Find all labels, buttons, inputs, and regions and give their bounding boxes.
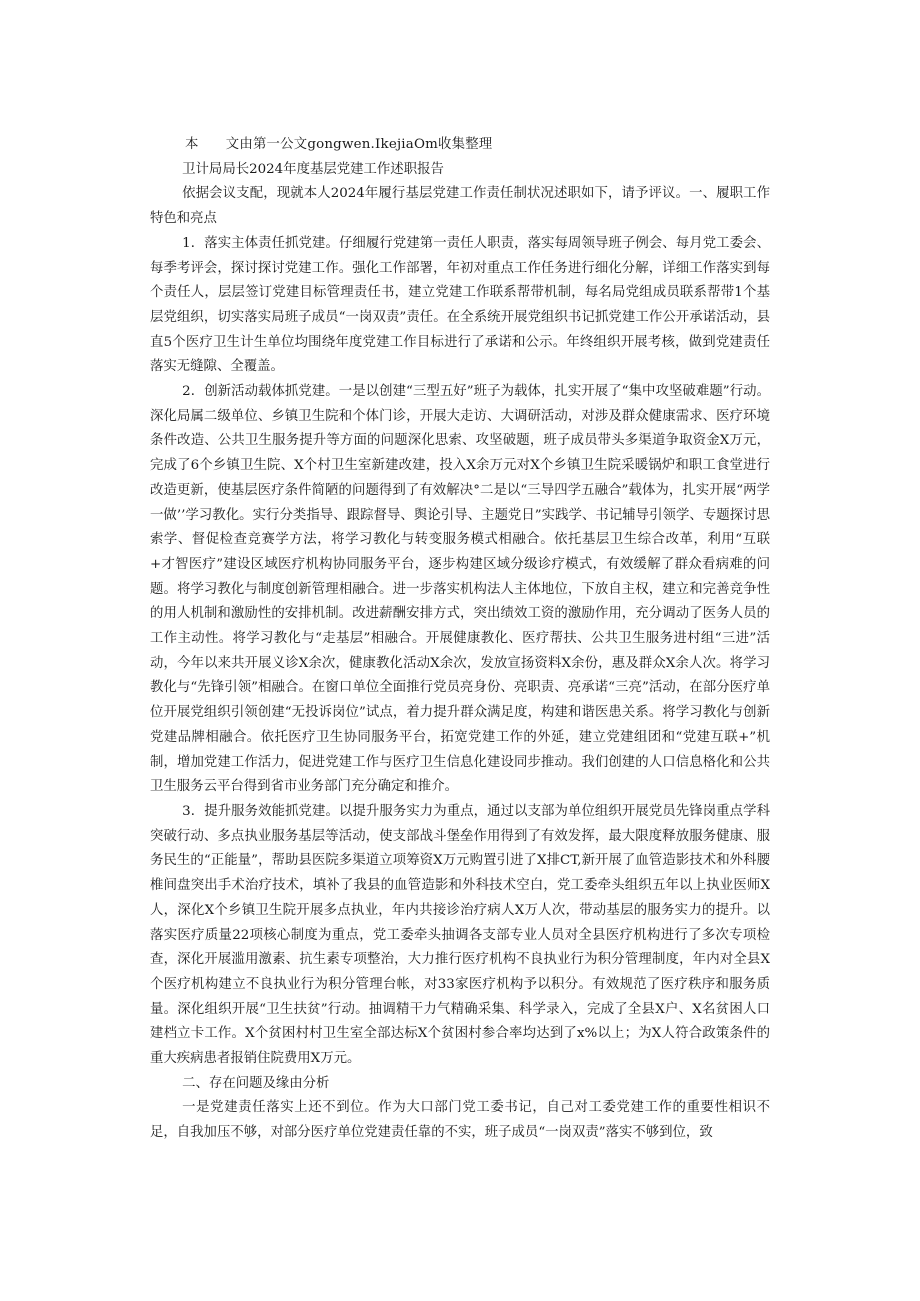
document-body	[150, 133, 770, 1146]
section-heading-problems: 二、存在问题及缘由分析	[182, 1075, 330, 1091]
paragraph-section-2: 2．创新活动载体抓党建。一是以创建“三型五好”班子为载体，扎实开展了“集中攻坚破难题”行动。深化局属二级单位、乡镇卫生院和个体门诊，开展大走访、大调研活动，对涉及群众健康需求、医疗环境条件改造、公共卫生服务提升等方面的问题深化思索、攻坚破题，班子成员带头多渠道争取资金X万元，完成了6个乡镇卫生院、X个村卫生室新建改建，投入X余万元对X个乡镇卫生院采暖锅炉和职工食堂进行改造更新，使基层医疗条件简陋的问题得到了有效解决°二是以“三导四学五融合”载体为，扎实开展“两学一做’’学习教化。实行分类指导、跟踪督导、舆论引导、主题党日”实践学、书记辅导引领学、专题探讨思索学、督促检查竞赛学方法，将学习教化与转变服务模式相融合。依托基层卫生综合改革，利用“互联+才智医疗”建设区域医疗机构协同服务平台，逐步构建区域分级诊疗模式，有效缓解了群众看病难的问题。将学习教化与制度创新管理相融合。进一步落实机构法人主体地位，下放自主权，建立和完善竞争性的用人机制和激励性的安排机制。改进薪酬安排方式，突出绩效工资的激励作用，充分调动了医务人员的工作主动性。将学习教化与“走基层”相融合。开展健康教化、医疗帮扶、公共卫生服务进村组“三进”活动，今年以来共开展义诊X余次，健康教化活动X余次，发放宣扬资料X余份，惠及群众X余人次。将学习教化与“先锋引领”相融合。在窗口单位全面推行党员亮身份、亮职责、亮承诺“三亮”活动，在部分医疗单位开展党组织引领创建“无投诉岗位”试点，着力提升群众满足度，构建和谐医患关系。将学习教化与创新党建品牌相融合。依托医疗卫生协同服务平台，拓宽党建工作的外延，建立党建组团和“党建互联+”机制，增加党建工作活力，促进党建工作与医疗卫生信息化建设同步推动。我们创建的人口信息格化和公共卫生服务云平台得到省市业务部门充分确定和推介。	[150, 384, 770, 795]
source-line: 本 文由第一公文gongwen.IkejiaOm收集整理	[185, 137, 493, 152]
paragraph-intro: 依据会议支配，现就本人2024年履行基层党建工作责任制状况述职如下，请予评议。一、履职工作特色和亮点	[150, 186, 770, 227]
paragraph-section-3: 3．提升服务效能抓党建。以提升服务实力为重点，通过以支部为单位组织开展党员先锋岗重点学科突破行动、多点执业服务基层等活动，使支部战斗堡垒作用得到了有效发挥，最大限度释放服务健康、服务民生的“正能量”，帮助县医院多渠道立项筹资X万元购置引进了X排CT,新开展了血管造影技术和外科腰椎间盘突出手术治疗技术，填补了我县的血管造影和外科技术空白，党工委牵头组织五年以上执业医师X人，深化X个乡镇卫生院开展多点执业，年内共接诊治疗病人X万人次，带动基层的服务实力的提升。以落实医疗质量22项核心制度为重点，党工委牵头抽调各支部专业人员对全县医疗机构进行了多次专项检查，深化开展滥用激素、抗生素专项整治，大力推行医疗机构不良执业行为积分管理制度，年内对全县X个医疗机构建立不良执业行为积分管理台帐，对33家医疗机构予以积分。有效规范了医疗秩序和服务质量。深化组织开展“卫生扶贫”行动。抽调精干力气精确采集、科学录入，完成了全县X户、X名贫困人口建档立卡工作。X个贫困村村卫生室全部达标X个贫困村参合率均达到了x%以上；为X人符合政策条件的重大疾病患者报销住院费用X万元。	[150, 803, 770, 1067]
paragraph-section-1: 1．落实主体责任抓党建。仔细履行党建第一责任人职责，落实每周领导班子例会、每月党工委会、每季考评会，探讨探讨党建工作。强化工作部署，年初对重点工作任务进行细化分解，详细工作落实到每个责任人，层层签订党建目标管理责任书，建立党建工作联系帮带机制，每名局党组成员联系帮带1个基层党组织，切实落实局班子成员“一岗双责”责任。在全系统开展党组织书记抓党建工作公开承诺活动，县直5个医疗卫生计生单位均围绕年度党建工作目标进行了承诺和公示。年终组织开展考核，做到党建责任落实无缝隙、全覆盖。	[150, 235, 770, 375]
paragraph-problem-1: 一是党建责任落实上还不到位。作为大口部门党工委书记，自己对工委党建工作的重要性相识不足，自我加压不够，对部分医疗单位党建责任靠的不实，班子成员“一岗双责”落实不够到位，致	[150, 1100, 770, 1141]
document-title: 卫计局局长2024年度基层党建工作述职报告	[182, 161, 444, 177]
